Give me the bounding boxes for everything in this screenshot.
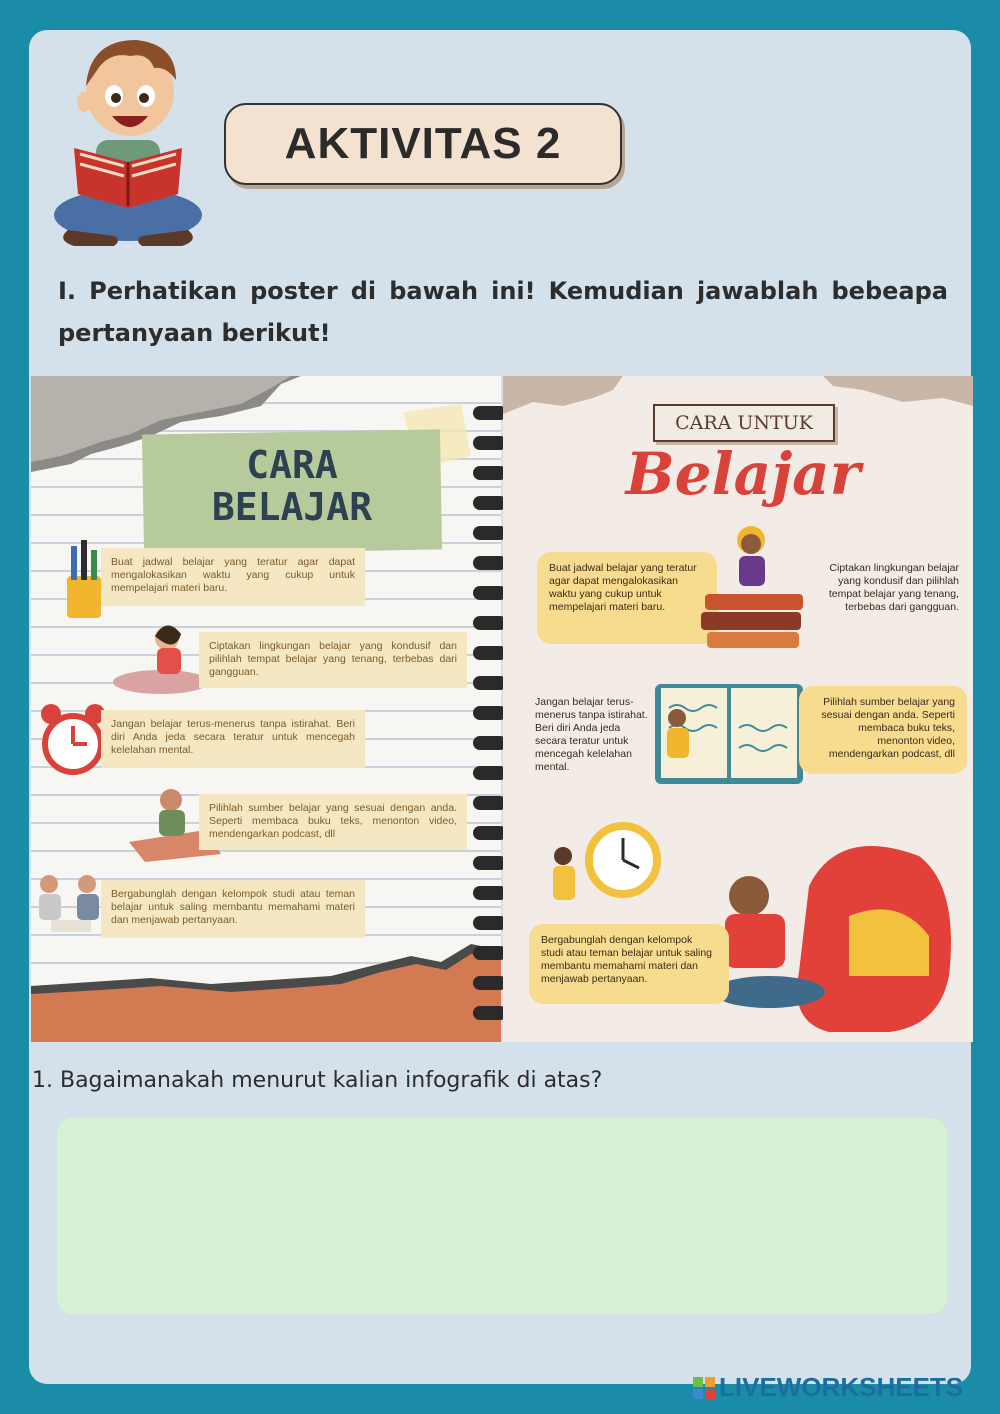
spiral-ring — [473, 466, 507, 480]
spiral-ring — [473, 496, 507, 510]
spiral-ring — [473, 946, 507, 960]
spiral-ring — [473, 976, 507, 990]
spiral-ring — [473, 676, 507, 690]
belajar-word: BELAJAR — [211, 485, 373, 529]
spiral-ring — [473, 406, 507, 420]
question-1: 1. Bagaimanakah menurut kalian infografik di atas? — [32, 1068, 603, 1093]
spiral-ring — [473, 586, 507, 600]
left-tip-4: Pilihlah sumber belajar yang sesuai dengan anda. Seperti membaca buku teks, menonton video, mendengarkan podcast, dll — [199, 794, 467, 850]
liveworksheets-logo-icon — [693, 1377, 715, 1399]
right-tip-4: Pilihlah sumber belajar yang sesuai dengan anda. Seperti membaca buku teks, menonton video, mendengarkan podcast, dll — [799, 686, 967, 774]
girl-studying-icon — [111, 616, 211, 696]
left-tip-2: Ciptakan lingkungan belajar yang kondusif dan pilihlah tempat belajar yang tenang, terbebas dari gangguan. — [199, 632, 467, 688]
poster-right-page — [503, 376, 973, 1042]
answer-box[interactable] — [57, 1118, 947, 1314]
spiral-ring — [473, 736, 507, 750]
child-on-books-icon — [699, 518, 809, 658]
torn-paper-bottom — [31, 936, 501, 1042]
instruction-text: I. Perhatikan poster di bawah ini! Kemudian jawablah bebeapa pertanyaan berikut! — [58, 277, 948, 347]
spiral-ring — [473, 766, 507, 780]
right-tip-3: Jangan belajar terus-menerus tanpa istirahat. Beri diri Anda jeda secara teratur untuk mencegah kelelahan mental. — [535, 696, 648, 773]
spiral-ring — [473, 856, 507, 870]
activity-title: AKTIVITAS 2 — [284, 119, 562, 168]
open-book-child-icon — [655, 678, 805, 790]
poster-left-page — [31, 376, 501, 1042]
spiral-ring — [473, 526, 507, 540]
clock-and-girl-icon — [543, 816, 673, 916]
right-tip-2: Ciptakan lingkungan belajar yang kondusif dan pilihlah tempat belajar yang tenang, terbebas dari gangguan. — [828, 562, 959, 613]
spiral-ring — [473, 1006, 507, 1020]
belajar-title: Belajar — [625, 440, 861, 508]
left-tip-3: Jangan belajar terus-menerus tanpa istirahat. Beri diri Anda jeda secara teratur untuk mencegah kelelahan mental. — [101, 710, 365, 768]
backpack-reader-icon — [709, 826, 973, 1040]
spiral-ring — [473, 616, 507, 630]
spiral-ring — [473, 826, 507, 840]
boy-reading-illustration — [48, 30, 208, 250]
left-tip-1: Buat jadwal belajar yang teratur agar dapat mengalokasikan waktu yang cukup untuk mempelajari materi baru. — [101, 548, 365, 606]
spiral-ring — [473, 436, 507, 450]
left-tip-5: Bergabunglah dengan kelompok studi atau teman belajar untuk saling membantu memahami materi dan menjawab pertanyaan. — [101, 880, 365, 938]
spiral-ring — [473, 886, 507, 900]
spiral-ring — [473, 646, 507, 660]
spiral-ring — [473, 706, 507, 720]
right-tip-1: Buat jadwal belajar yang teratur agar dapat mengalokasikan waktu yang cukup untuk mempelajari materi baru. — [537, 552, 717, 644]
spiral-ring — [473, 796, 507, 810]
cara-belajar-title — [143, 444, 441, 528]
activity-title-banner — [224, 103, 622, 185]
spiral-ring — [473, 556, 507, 570]
liveworksheets-wordmark: LIVEWORKSHEETS — [719, 1372, 964, 1402]
cara-untuk-label: CARA UNTUK — [653, 404, 835, 442]
infographic-poster — [31, 376, 973, 1042]
right-tip-5: Bergabunglah dengan kelompok studi atau teman belajar untuk saling membantu memahami materi dan menjawab pertanyaan. — [529, 924, 729, 1004]
spiral-ring — [473, 916, 507, 930]
cara-word: CARA — [246, 443, 338, 487]
liveworksheets-logo[interactable] — [693, 1372, 963, 1403]
